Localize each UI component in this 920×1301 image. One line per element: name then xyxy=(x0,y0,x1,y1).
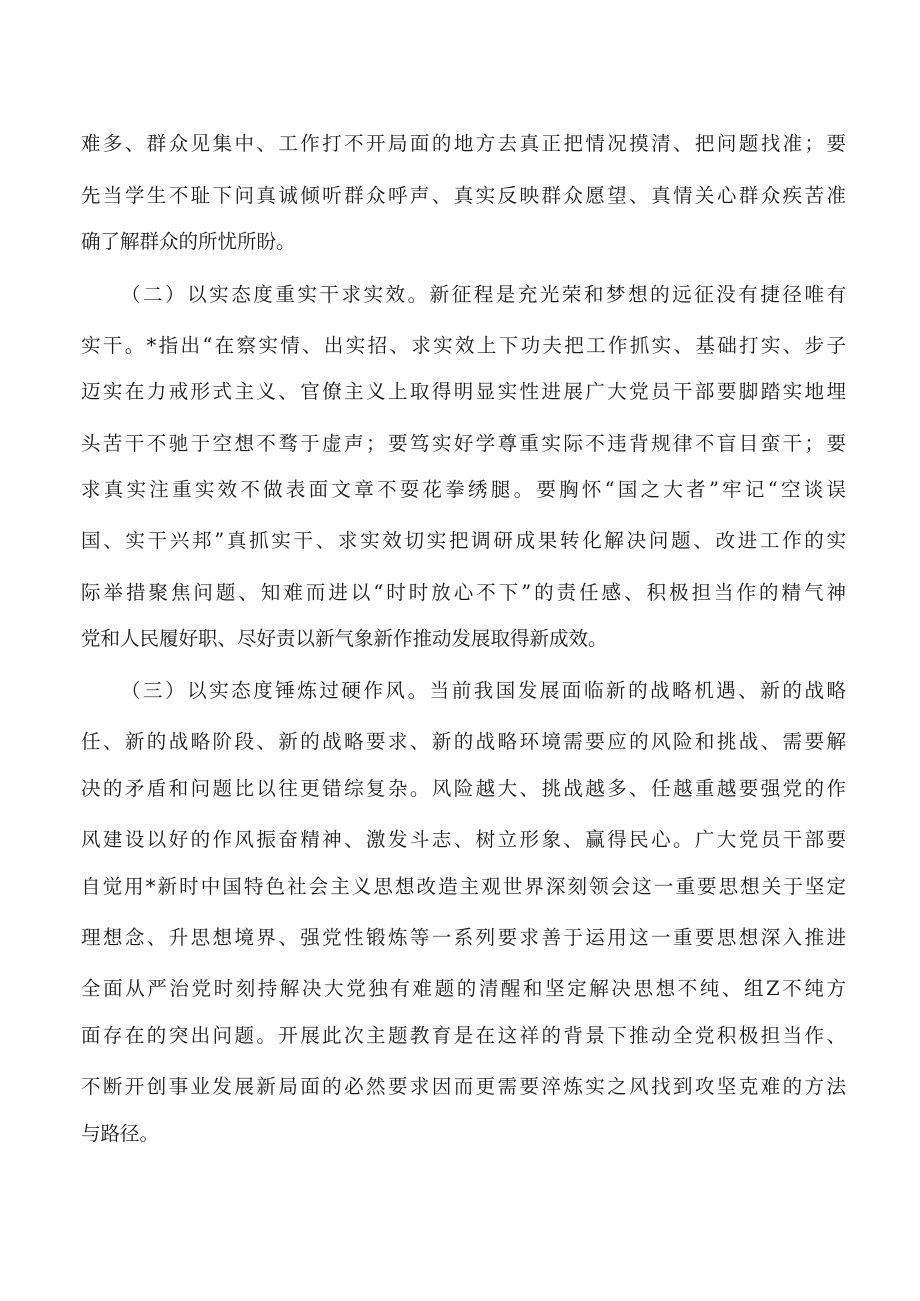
paragraph-3-line-1: （三）以实态度锤炼过硬作风。当前我国发展面临新的战略机遇、新的战略 xyxy=(121,679,846,702)
paragraph-2-line-5: 求真实注重实效不做表面文章不耍花拳绣腿。要胸怀“国之大者”牢记“空谈误 xyxy=(81,478,846,501)
paragraph-3-line-3: 决的矛盾和问题比以往更错综复杂。风险越大、挑战越多、任越重越要强党的作 xyxy=(81,777,846,800)
paragraph-2-line-2: 实干。*指出“在察实情、出实招、求实效上下功夫把工作抓实、基础打实、步子 xyxy=(81,334,846,357)
paragraph-2-line-6: 国、实干兴邦”真抓实干、求实效切实把调研成果转化解决问题、改进工作的实 xyxy=(81,529,846,552)
paragraph-3-line-5: 自觉用*新时中国特色社会主义思想改造主观世界深刻领会这一重要思想关于坚定 xyxy=(81,875,846,898)
paragraph-2-line-7: 际举措聚焦问题、知难而进以“时时放心不下”的责任感、积极担当作的精气神 xyxy=(81,581,846,604)
paragraph-2-line-8: 党和人民履好职、尽好责以新气象新作推动发展取得新成效。 xyxy=(81,627,608,650)
paragraph-2-line-3: 迈实在力戒形式主义、官僚主义上取得明显实性进展广大党员干部要脚踏实地埋 xyxy=(81,380,846,403)
paragraph-1-line-2: 先当学生不耻下问真诚倾听群众呼声、真实反映群众愿望、真情关心群众疾苦准 xyxy=(81,184,846,207)
paragraph-3-line-9: 不断开创事业发展新局面的必然要求因而更需要淬炼实之风找到攻坚克难的方法 xyxy=(81,1075,846,1098)
paragraph-2-line-4: 头苦干不驰于空想不骛于虚声；要笃实好学尊重实际不违背规律不盲目蛮干；要 xyxy=(81,432,846,455)
paragraph-3-line-7: 全面从严治党时刻持解决大党独有难题的清醒和坚定解决思想不纯、组Z不纯方 xyxy=(81,977,846,1000)
paragraph-3-line-6: 理想念、升思想境界、强党性锻炼等一系列要求善于运用这一重要思想深入推进 xyxy=(81,926,846,949)
paragraph-1-line-3: 确了解群众的所忧所盼。 xyxy=(81,230,296,253)
paragraph-1-line-1: 难多、群众见集中、工作打不开局面的地方去真正把情况摸清、把问题找准；要 xyxy=(81,132,846,155)
paragraph-3-line-2: 任、新的战略阶段、新的战略要求、新的战略环境需要应的风险和挑战、需要解 xyxy=(81,730,846,753)
paragraph-3-line-10: 与路径。 xyxy=(81,1122,160,1145)
paragraph-2-line-1: （二）以实态度重实干求实效。新征程是充光荣和梦想的远征没有捷径唯有 xyxy=(121,283,846,306)
paragraph-3-line-4: 风建设以好的作风振奋精神、激发斗志、树立形象、赢得民心。广大党员干部要 xyxy=(81,828,846,851)
paragraph-3-line-8: 面存在的突出问题。开展此次主题教育是在这祥的背景下推动全党积极担当作、 xyxy=(81,1024,846,1047)
